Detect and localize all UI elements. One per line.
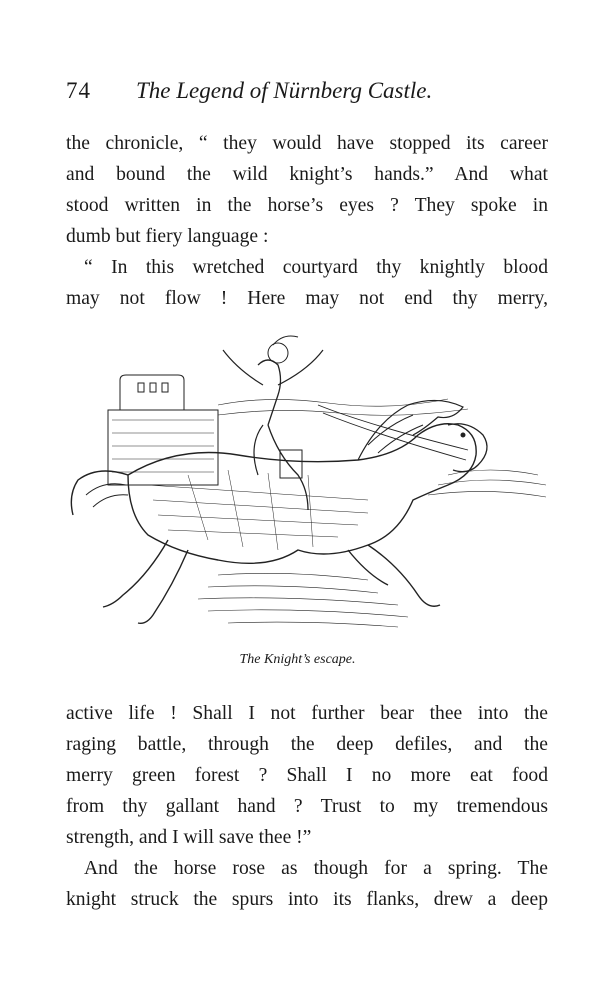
- knight-escape-engraving: [68, 325, 548, 643]
- paragraph-block-bottom: [66, 698, 548, 915]
- text-line: may not flow ! Here may not end thy merry,: [66, 288, 548, 309]
- paragraph-block-top: [66, 128, 548, 314]
- text-line: strength, and I will save thee !”: [66, 827, 312, 848]
- text-line: raging battle, through the deep defiles, and the: [66, 734, 548, 755]
- castle-tower-illustration: [108, 375, 218, 485]
- illustration-caption: The Knight’s escape.: [239, 652, 356, 667]
- knight-illustration: [223, 336, 323, 510]
- text-line: active life ! Shall I not further bear thee into the: [66, 703, 548, 724]
- text-line: the chronicle, “ they would have stopped its career: [66, 133, 548, 154]
- text-line: and bound the wild knight’s hands.” And what: [66, 164, 548, 185]
- text-line: knight struck the spurs into its flanks, drew a deep: [66, 889, 548, 910]
- page-number: 74: [66, 78, 91, 103]
- text-line: And the horse rose as though for a spring. The: [84, 858, 548, 879]
- text-line: from thy gallant hand ? Trust to my tremendous: [66, 796, 548, 817]
- running-title: The Legend of Nürnberg Castle.: [136, 78, 433, 103]
- page-header: [66, 78, 546, 110]
- text-line: stood written in the horse’s eyes ? They spoke in: [66, 195, 548, 216]
- horse-illustration: [71, 400, 487, 623]
- text-line: “ In this wretched courtyard thy knightly blood: [84, 257, 548, 278]
- landscape-hatching: [218, 399, 546, 497]
- text-line: dumb but fiery language :: [66, 226, 269, 247]
- text-line: merry green forest ? Shall I no more eat food: [66, 765, 548, 786]
- ground-hatching: [198, 573, 408, 627]
